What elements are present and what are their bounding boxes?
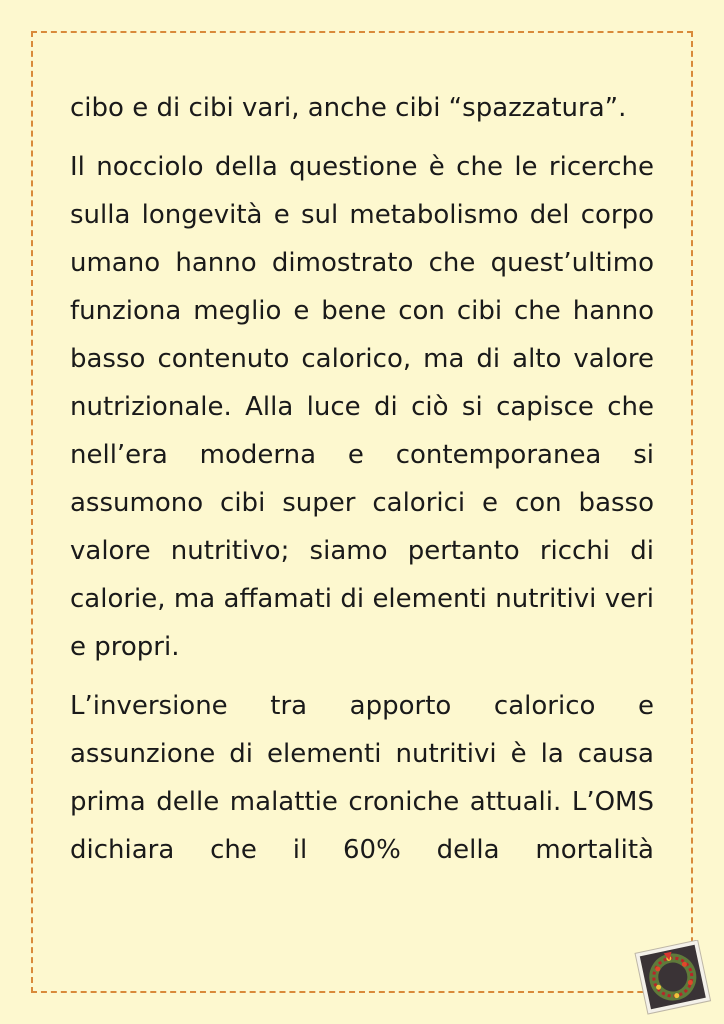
paragraph-3: L’inversione tra apporto calorico e assunzione di elementi nutritivi è la causa prima delle malattie croniche attuali. L’OMS dichiara che il 60% della mortalità [70, 691, 654, 865]
wreath-photo-icon [633, 940, 713, 1015]
paragraph-2: Il nocciolo della questione è che le ricerche sulla longevità e sul metabolismo del corpo umano hanno dimostrato che quest’ultimo funziona meglio e bene con cibi che hanno basso contenuto calorico, ma di alto valore nutrizionale. Alla luce di ciò si capisce che nell’era moderna e contemporanea si assumono cibi super calorici e con basso valore nutritivo; siamo pertanto ricchi di calorie, ma affamati di elementi nutritivi veri e propri. [70, 152, 654, 662]
paragraph-1: cibo e di cibi vari, anche cibi “spazzatura”. [70, 93, 627, 123]
document-text [70, 84, 654, 885]
